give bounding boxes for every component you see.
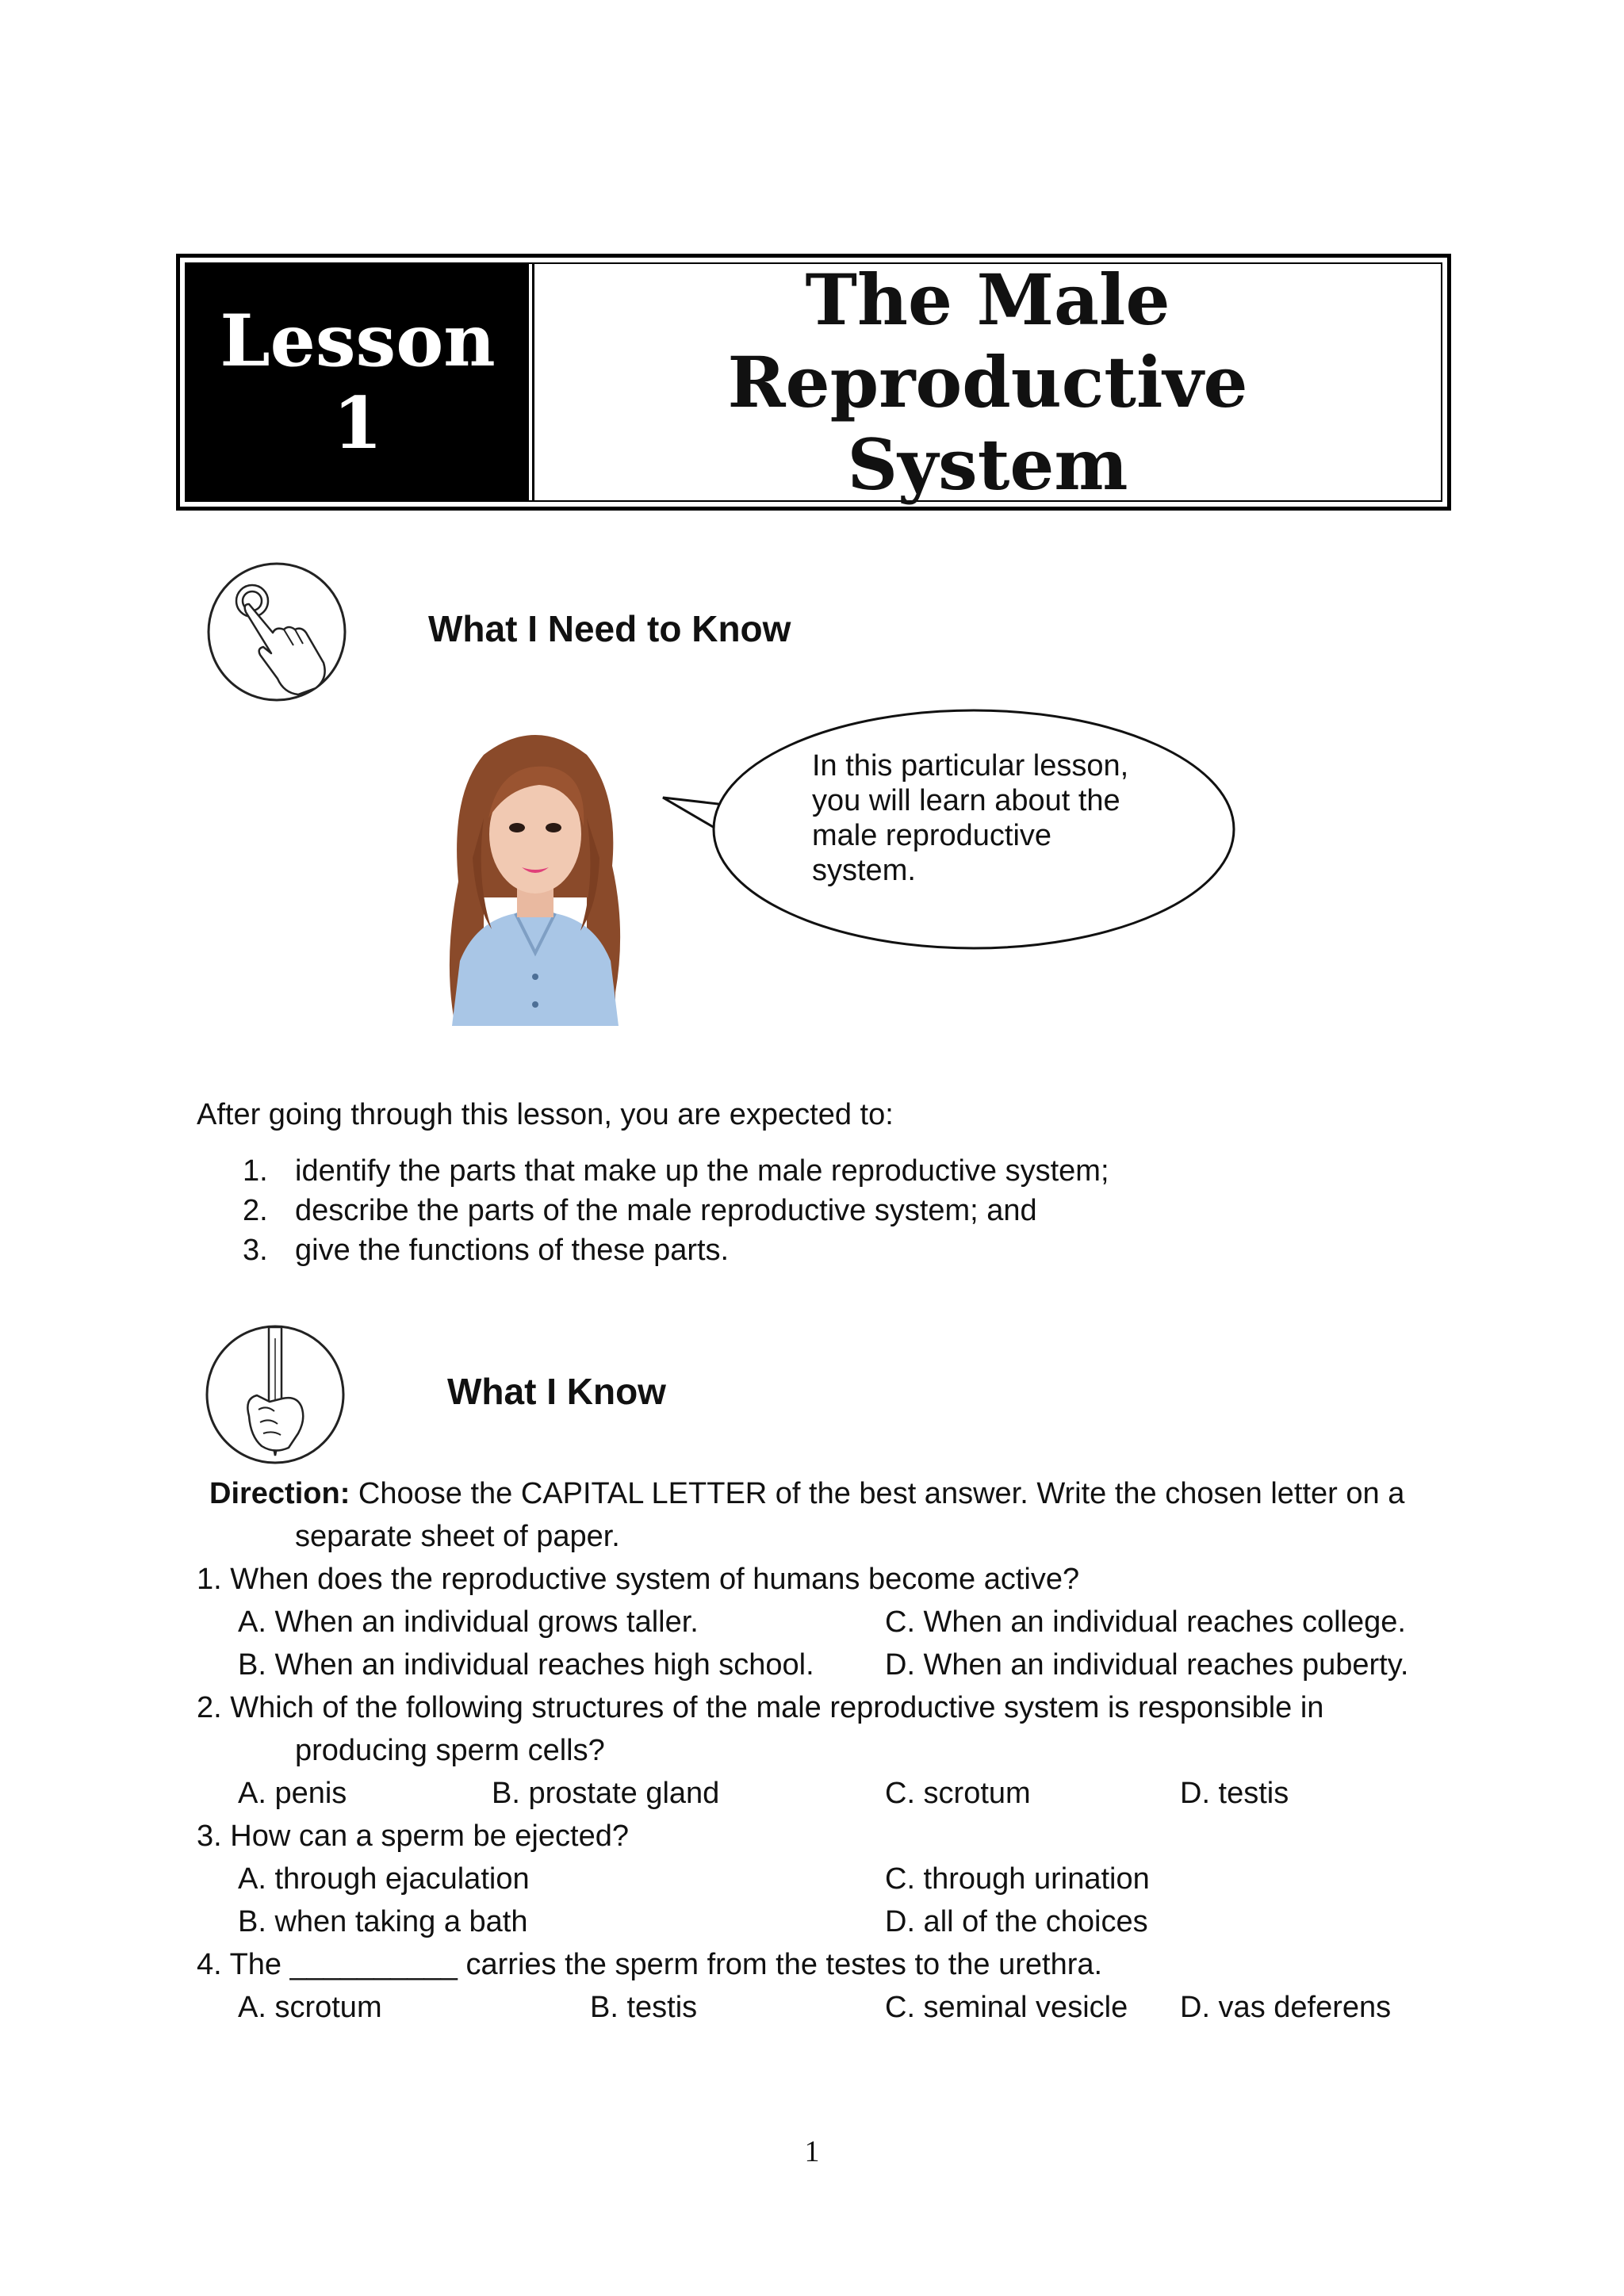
section-title-what-i-need-to-know: What I Need to Know: [428, 608, 791, 649]
lesson-header-inner: [185, 258, 1442, 506]
objective-text: describe the parts of the male reproductive system; and: [295, 1194, 1037, 1227]
objective-item: [243, 1151, 1109, 1191]
intro-text: After going through this lesson, you are expected to:: [197, 1098, 894, 1131]
speech-line: In this particular lesson,: [812, 749, 1129, 783]
pointing-hand-icon: [205, 560, 349, 704]
choice-c: C. When an individual reaches college.: [885, 1605, 1406, 1639]
objective-number: 1.: [243, 1154, 268, 1188]
lesson-word: Lesson: [220, 299, 496, 383]
speech-line: system.: [812, 854, 916, 887]
direction-text: [209, 1476, 1404, 1511]
speech-line: male reproductive: [812, 819, 1052, 852]
choice-a: A. penis: [238, 1777, 347, 1810]
question-stem-continued: producing sperm cells?: [295, 1734, 605, 1767]
question-stem: 1. When does the reproductive system of humans become active?: [197, 1563, 1080, 1596]
objective-number: 3.: [243, 1234, 268, 1267]
choice-a: A. scrotum: [238, 1991, 382, 2024]
direction-line2: separate sheet of paper.: [295, 1520, 620, 1553]
objective-item: [243, 1191, 1037, 1230]
objective-text: identify the parts that make up the male reproductive system;: [295, 1154, 1109, 1188]
question-stem: 2. Which of the following structures of the male reproductive system is responsible in: [197, 1691, 1324, 1724]
objective-text: give the functions of these parts.: [295, 1234, 730, 1267]
hand-holding-pencil-icon: [203, 1322, 347, 1467]
choice-d: D. vas deferens: [1180, 1991, 1392, 2024]
direction-line1: Choose the CAPITAL LETTER of the best answer. Write the chosen letter on a: [350, 1477, 1405, 1510]
lesson-header: [176, 254, 1451, 511]
choice-d: D. all of the choices: [885, 1905, 1148, 1938]
lesson-number: 1: [332, 381, 383, 465]
choice-a: A. When an individual grows taller.: [238, 1605, 699, 1639]
choice-a: A. through ejaculation: [238, 1862, 530, 1896]
choice-d: D. testis: [1180, 1777, 1289, 1810]
choice-c: C. through urination: [885, 1862, 1150, 1896]
speech-line: you will learn about the: [812, 784, 1120, 817]
question-stem: 3. How can a sperm be ejected?: [197, 1820, 629, 1853]
lesson-title-line1: The Male Reproductive: [727, 258, 1248, 423]
question-stem: 4. The __________ carries the sperm from the testes to the urethra.: [197, 1948, 1103, 1981]
lesson-title-line2: System: [847, 423, 1128, 506]
section-title-what-i-know: What I Know: [447, 1371, 666, 1412]
speech-bubble-text: [812, 748, 1177, 888]
direction-label: Direction:: [209, 1477, 350, 1510]
choice-b: B. When an individual reaches high school.: [238, 1648, 814, 1682]
choice-b: B. prostate gland: [492, 1777, 720, 1810]
objective-number: 2.: [243, 1194, 268, 1227]
choice-d: D. When an individual reaches puberty.: [885, 1648, 1409, 1682]
objective-item: [243, 1230, 729, 1270]
choice-b: B. testis: [590, 1991, 698, 2024]
choice-b: B. when taking a bath: [238, 1905, 528, 1938]
lesson-label-box: [186, 264, 529, 500]
lesson-title: [532, 258, 1441, 506]
choice-c: C. seminal vesicle: [885, 1991, 1128, 2024]
page-number: 1: [804, 2135, 820, 2168]
choice-c: C. scrotum: [885, 1777, 1031, 1810]
teacher-photo: [428, 723, 642, 1026]
